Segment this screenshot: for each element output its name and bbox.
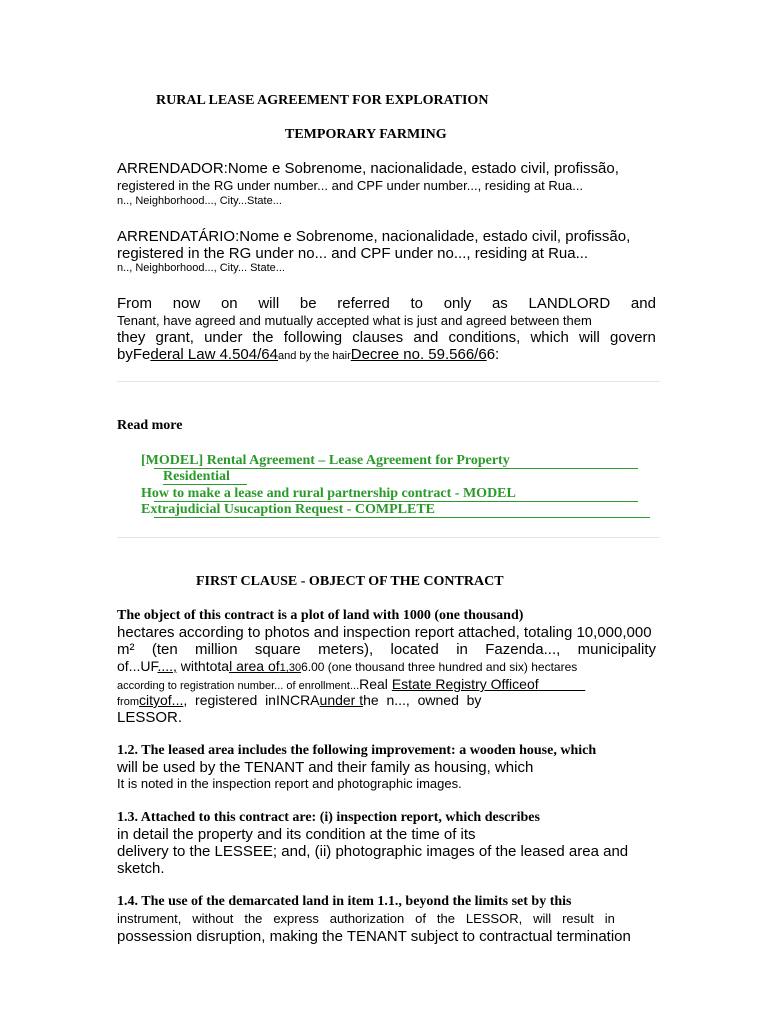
clause-1-1-line-7: LESSOR. [117, 709, 183, 726]
document-subtitle: TEMPORARY FARMING [285, 127, 447, 142]
arrendador-line-3: n.., Neighborhood..., City...State... [117, 195, 282, 207]
referred-line-1: From now on will be referred to only as LANDLORD and [117, 295, 656, 312]
divider [117, 537, 660, 538]
arrendador-line-2: registered in the RG under number... and CPF under number..., residing at Rua... [117, 178, 584, 193]
clause-1-2-line-2: will be used by the TENANT and their family as housing, which [117, 759, 534, 776]
registry-office-field: Estate Registry Officeof [391, 676, 539, 692]
related-link-rental-agreement[interactable]: [MODEL] Rental Agreement – Lease Agreement for Property [141, 453, 510, 468]
related-link-usucaption[interactable]: Extrajudicial Usucaption Request - COMPLETE [141, 502, 436, 517]
arrendador-line-1: ARRENDADOR:Nome e Sobrenome, nacionalidade, estado civil, profissão, [117, 160, 619, 177]
clause-1-1-line-1: The object of this contract is a plot of land with 1000 (one thousand) [117, 608, 524, 623]
clause-1-4-line-3: possession disruption, making the TENANT subject to contractual termination [117, 928, 631, 945]
link-underline [154, 517, 650, 518]
clause-1-4-line-1: 1.4. The use of the demarcated land in item 1.1., beyond the limits set by this [117, 894, 572, 909]
clause-1-1-line-6: fromcityof..., registered inINCRAunder the n..., owned by [117, 692, 482, 708]
arrendatario-line-3: n.., Neighborhood..., City... State... [117, 262, 285, 274]
read-more-heading: Read more [117, 418, 183, 433]
related-link-rental-agreement-cont[interactable]: Residential [163, 469, 230, 484]
arrendatario-line-2: registered in the RG under no... and CPF under no..., residing at Rua... [117, 245, 589, 262]
referred-line-2: Tenant, have agreed and mutually accepted what is just and agreed between them [117, 313, 592, 328]
clause-1-1-line-5: according to registration number... of enrollment...Real Estate Registry Officeof​ [117, 676, 586, 692]
clause-1-1-line-2: hectares according to photos and inspection report attached, totaling 10,000,000 [117, 624, 652, 641]
clause-1-3-line-2: in detail the property and its condition at the time of its [117, 826, 476, 843]
referred-line-4: byFederal Law 4.504/64and by the hairDecree no. 59.566/66: [117, 346, 500, 363]
arrendatario-line-1: ARRENDATÁRIO:Nome e Sobrenome, nacionalidade, estado civil, profissão, [117, 228, 631, 245]
clause-1-1-line-4: of...UF...., withtotal area of1,306.00 (one thousand three hundred and six) hectares [117, 658, 578, 674]
clause-1-3-line-3: delivery to the LESSEE; and, (ii) photographic images of the leased area and [117, 843, 629, 860]
clause-1-2-line-1: 1.2. The leased area includes the following improvement: a wooden house, which [117, 743, 597, 758]
federal-law-reference: deral Law 4.504/64 [150, 346, 278, 363]
related-link-rural-partnership[interactable]: How to make a lease and rural partnership contract - MODEL [141, 486, 516, 501]
decree-reference: Decree no. 59.566/6 [350, 346, 487, 363]
clause-1-3-line-1: 1.3. Attached to this contract are: (i) inspection report, which describes [117, 810, 540, 825]
clause-1-3-line-4: sketch. [117, 860, 165, 877]
clause-1-4-line-2: instrument, without the express authorization of the LESSOR, will result in [117, 911, 615, 926]
clause-1-1-line-3: m² (ten million square meters), located in Fazenda..., municipality [117, 641, 656, 658]
link-underline [163, 484, 247, 485]
clause-1-2-line-3: It is noted in the inspection report and photographic images. [117, 776, 462, 791]
document-title: RURAL LEASE AGREEMENT FOR EXPLORATION [156, 93, 489, 108]
referred-line-3: they grant, under the following clauses and conditions, which will govern [117, 329, 656, 346]
divider [117, 381, 660, 382]
first-clause-heading: FIRST CLAUSE - OBJECT OF THE CONTRACT [196, 574, 504, 589]
